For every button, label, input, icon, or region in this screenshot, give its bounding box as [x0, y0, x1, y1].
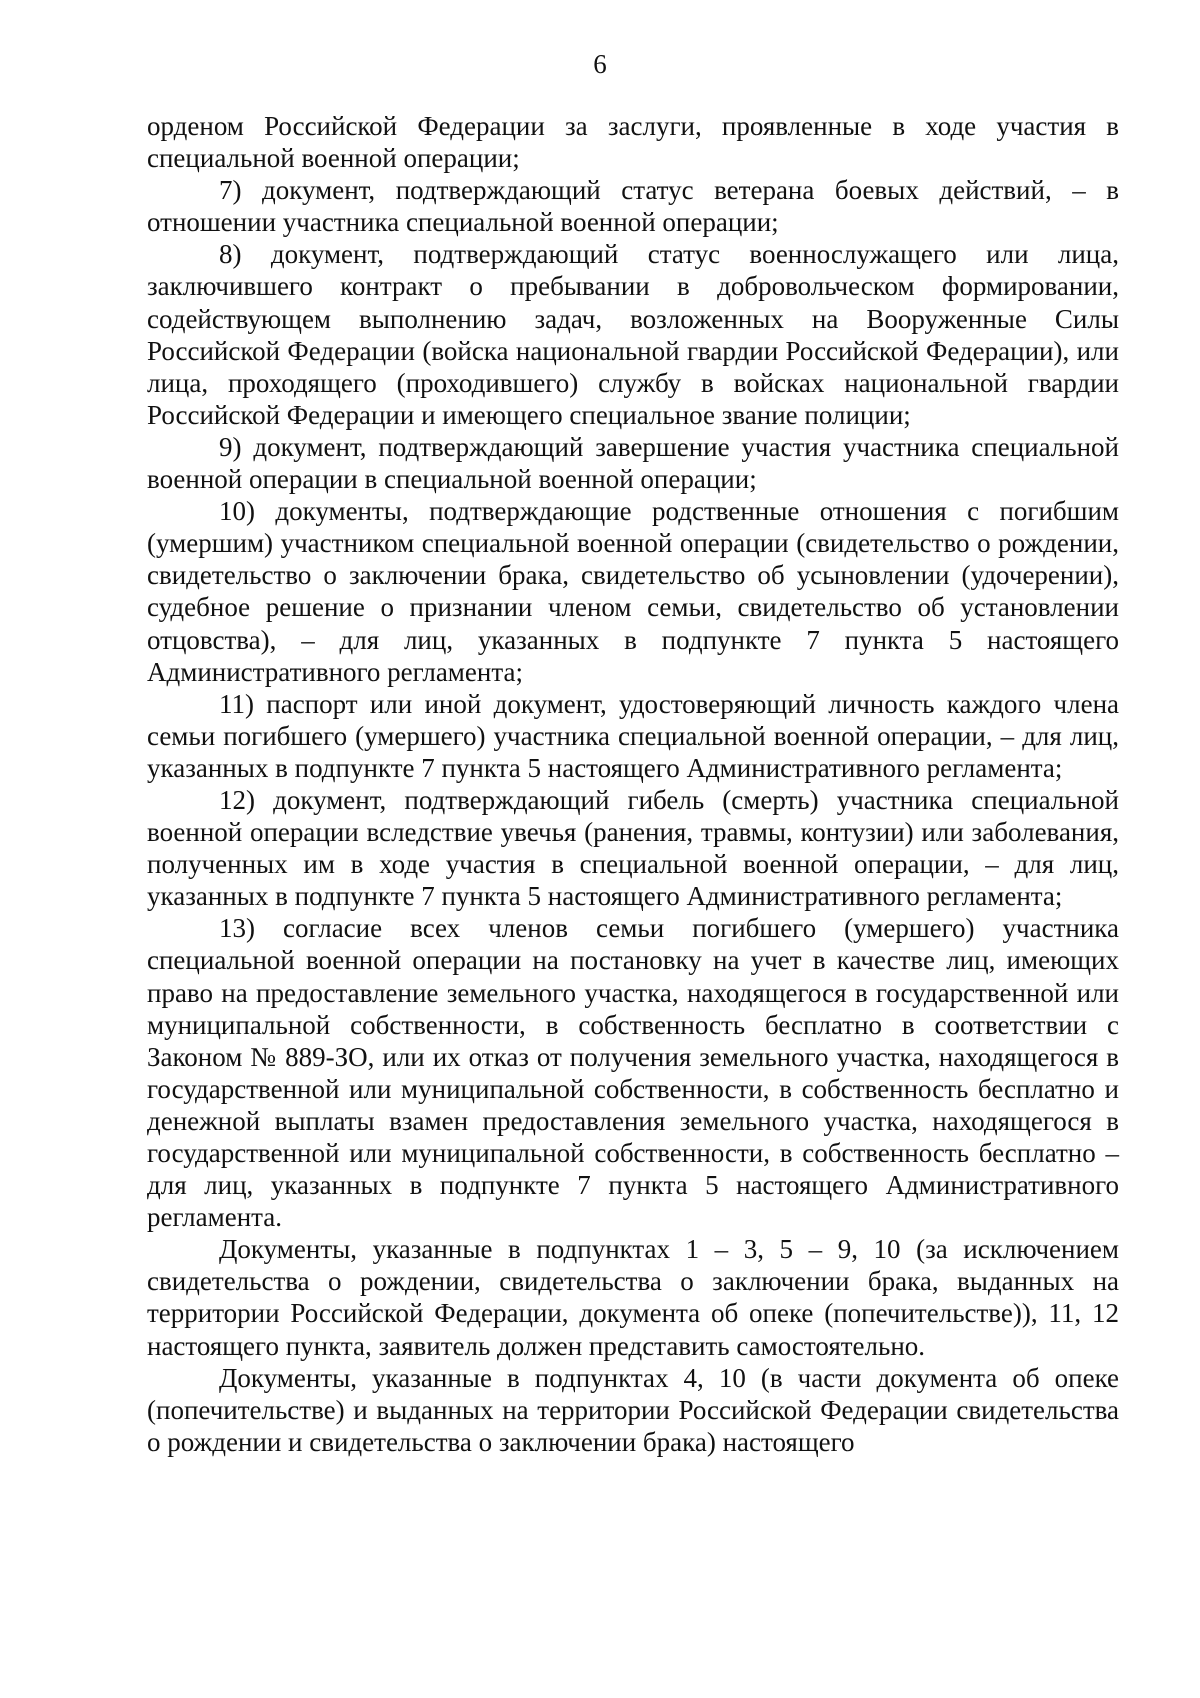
paragraph-item-11: 11) паспорт или иной документ, удостоверяющий личность каждого члена семьи погибшего (умершего) участника специальной военной операции, – для лиц, указанных в подпункте 7 пункта 5 настоящего Административного регламента;	[147, 688, 1119, 783]
paragraph-item-10: 10) документы, подтверждающие родственные отношения с погибшим (умершим) участником специальной военной операции (свидетельство о рождении, свидетельство о заключении брака, свидетельство об усыновлении (удочерении), судебное решение о признании членом семьи, свидетельство об установлении отцовства), – для лиц, указанных в подпункте 7 пункта 5 настоящего Административного регламента;	[147, 496, 1119, 687]
paragraph-documents-request: Документы, указанные в подпунктах 4, 10 (в части документа об опеке (попечительстве) и выданных на территории Российской Федерации свидетельства о рождении и свидетельства о заключении брака) настоящего	[147, 1362, 1119, 1457]
paragraph-item-7: 7) документ, подтверждающий статус ветерана боевых действий, – в отношении участника специальной военной операции;	[147, 175, 1119, 238]
paragraph-continued: орденом Российской Федерации за заслуги, проявленные в ходе участия в специальной военной операции;	[147, 111, 1119, 174]
paragraph-item-8: 8) документ, подтверждающий статус военнослужащего или лица, заключившего контракт о пребывании в добровольческом формировании, содействующем выполнению задач, возложенных на Вооруженные Силы Российской Федерации (войска национальной гвардии Российской Федерации), или лица, проходящего (проходившего) службу в войсках национальной гвардии Российской Федерации и имеющего специальное звание полиции;	[147, 239, 1119, 430]
paragraph-item-13: 13) согласие всех членов семьи погибшего (умершего) участника специальной военной операции на постановку на учет в качестве лиц, имеющих право на предоставление земельного участка, находящегося в государственной или муниципальной собственности, в собственность бесплатно в соответствии с Законом № 889-ЗО, или их отказ от получения земельного участка, находящегося в государственной или муниципальной собственности, в собственность бесплатно и денежной выплаты взамен предоставления земельного участка, находящегося в государственной или муниципальной собственности, в собственность бесплатно – для лиц, указанных в подпункте 7 пункта 5 настоящего Административного регламента.	[147, 913, 1119, 1233]
paragraph-documents-self: Документы, указанные в подпунктах 1 – 3, 5 – 9, 10 (за исключением свидетельства о рождении, свидетельства о заключении брака, выданных на территории Российской Федерации, документа об опеке (попечительстве)), 11, 12 настоящего пункта, заявитель должен представить самостоятельно.	[147, 1234, 1119, 1361]
document-body	[147, 110, 1119, 1458]
page-number: 6	[593, 49, 607, 79]
paragraph-item-9: 9) документ, подтверждающий завершение участия участника специальной военной операции в специальной военной операции;	[147, 431, 1119, 495]
paragraph-item-12: 12) документ, подтверждающий гибель (смерть) участника специальной военной операции вследствие увечья (ранения, травмы, контузии) или заболевания, полученных им в ходе участия в специальной военной операции, – для лиц, указанных в подпункте 7 пункта 5 настоящего Административного регламента;	[147, 784, 1119, 912]
